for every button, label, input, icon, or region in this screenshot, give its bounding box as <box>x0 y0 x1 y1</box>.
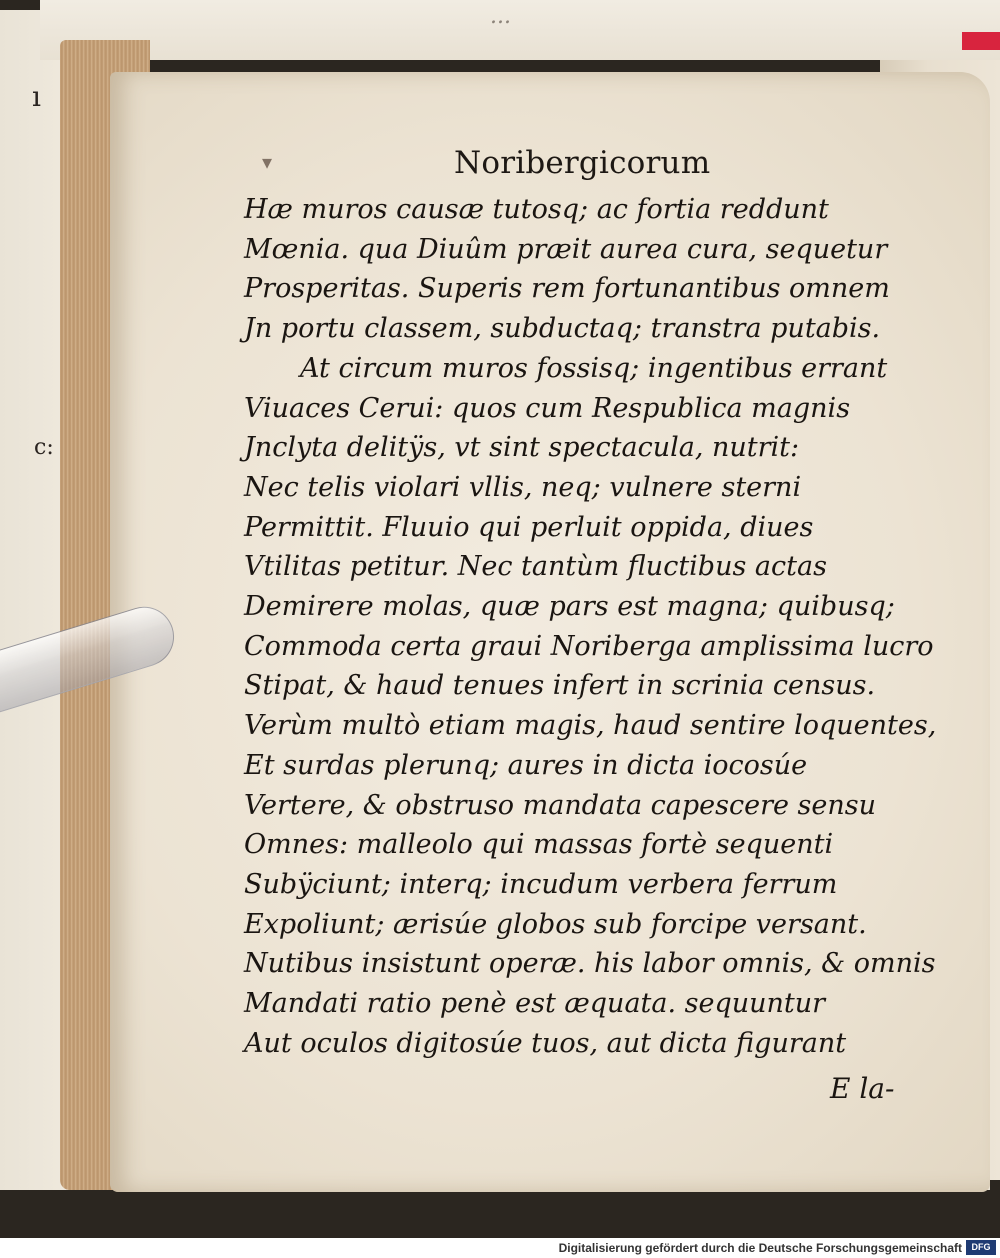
ghost-text: ... <box>490 4 511 29</box>
text-line: Mœnia. qua Diuûm præit aurea cura, sequetur <box>244 233 888 265</box>
catchword: E la- <box>830 1072 895 1105</box>
running-title: Noribergicorum <box>454 145 711 181</box>
previous-page-strip <box>40 0 1000 60</box>
text-line: Verùm multò etiam magis, haud sentire loquentes, <box>244 710 937 742</box>
text-line: Aut oculos digitosúe tuos, aut dicta figurant <box>244 1027 847 1059</box>
text-line: Jn portu classem, subductaq; transtra putabis. <box>244 313 881 345</box>
text-line: Mandati ratio penè est æquata. sequuntur <box>244 988 826 1020</box>
dfg-logo-icon: DFG <box>966 1240 996 1255</box>
text-line: Commoda certa graui Noriberga amplissima lucro <box>244 630 934 662</box>
text-line: Demirere molas, quæ pars est magna; quibusq; <box>244 591 895 623</box>
text-line: Jnclyta delitÿs, vt sint spectacula, nutrit: <box>244 432 800 464</box>
poem-text <box>244 190 937 1063</box>
footer-bar <box>0 1238 1000 1258</box>
text-line: Subÿciunt; interq; incudum verbera ferrum <box>244 868 838 900</box>
text-line: Viuaces Cerui: quos cum Respublica magnis <box>244 392 851 424</box>
edge-glyph: c: <box>34 435 54 460</box>
scan-border <box>990 1180 1000 1238</box>
text-line: Nec telis violari vllis, neq; vulnere sterni <box>244 471 802 503</box>
text-line: Expoliunt; ærisúe globos sub forcipe versant. <box>244 908 867 940</box>
bookmark-ribbon <box>962 32 1000 50</box>
funding-credit: Digitalisierung gefördert durch die Deutsche Forschungsgemeinschaft <box>558 1241 962 1255</box>
text-line: Nutibus insistunt operæ. his labor omnis, & omnis <box>244 948 936 980</box>
text-line: Vtilitas petitur. Nec tantùm fluctibus actas <box>244 551 827 583</box>
text-line: Stipat, & haud tenues infert in scrinia census. <box>244 670 876 702</box>
text-line: Hæ muros causæ tutosq; ac fortia reddunt <box>244 194 829 225</box>
text-line: Prosperitas. Superis rem fortunantibus omnem <box>244 273 890 305</box>
text-line: Omnes: malleolo qui massas fortè sequenti <box>244 829 834 861</box>
text-line: Vertere, & obstruso mandata capescere sensu <box>244 789 877 821</box>
header-ornament: ▾ <box>262 150 273 174</box>
text-line: At circum muros fossisq; ingentibus errant <box>300 352 888 384</box>
text-line: Permittit. Fluuio qui perluit oppida, diues <box>244 511 814 543</box>
text-line: Et surdas plerunq; aures in dicta iocosúe <box>244 749 808 781</box>
edge-glyph: ı <box>32 80 41 113</box>
